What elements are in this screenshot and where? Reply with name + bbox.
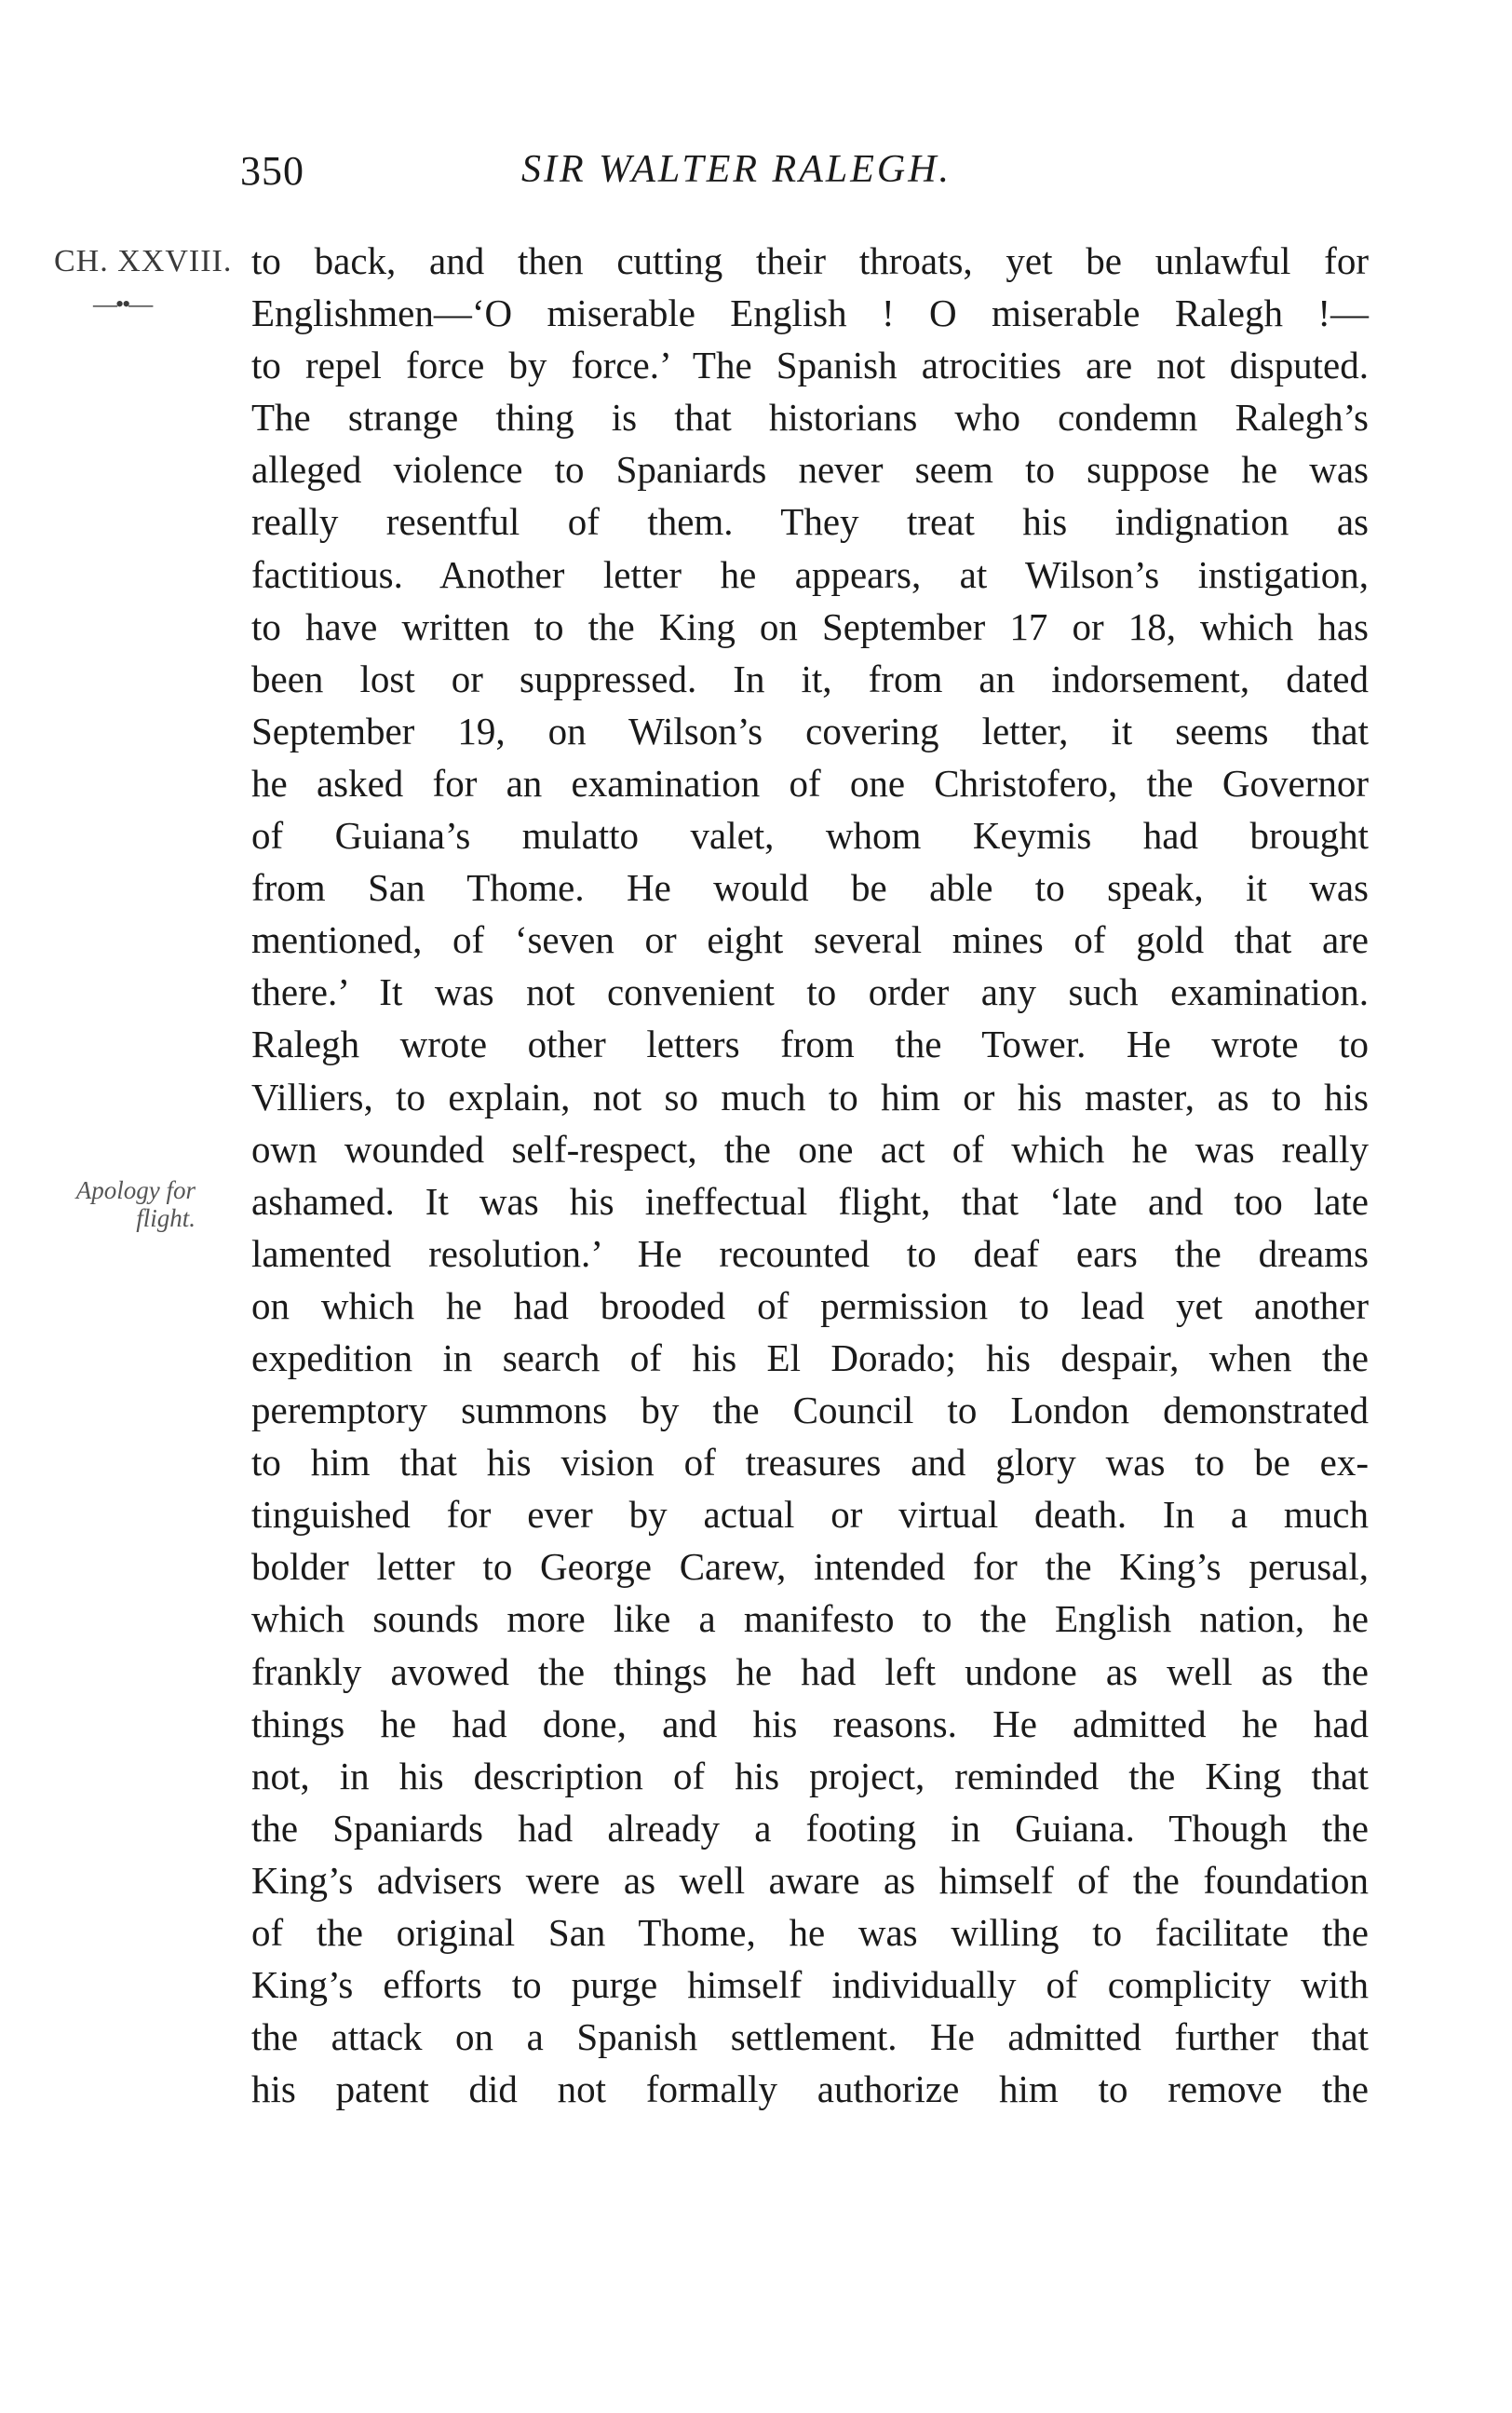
- text-line: to back, and then cutting their throats, yet be unlawful for: [251, 239, 1369, 282]
- text-line: September 19, on Wilson’s covering letter, it seems that: [251, 709, 1369, 752]
- text-line: been lost or suppressed. In it, from an indorsement, dated: [251, 657, 1369, 700]
- text-line: bolder letter to George Carew, intended for the King’s perusal,: [251, 1545, 1369, 1589]
- text-line: The strange thing is that historians who condemn Ralegh’s: [251, 396, 1369, 440]
- text-line: from San Thome. He would be able to speak, it was: [251, 866, 1369, 910]
- text-line: of Guiana’s mulatto valet, whom Keymis had brought: [251, 814, 1369, 858]
- text-line: Englishmen—‘O miserable English ! O miserable Ralegh !—: [251, 291, 1369, 335]
- text-line: his patent did not formally authorize him to remove the: [251, 2067, 1369, 2111]
- text-line: King’s efforts to purge himself individually of complicity with: [251, 1963, 1369, 2007]
- text-line: the Spaniards had already a footing in Guiana. Though the: [251, 1806, 1369, 1850]
- text-line: ashamed. It was his ineffectual flight, that ‘late and too late: [251, 1179, 1369, 1223]
- chapter-marker: CH. XXVIII.: [54, 244, 233, 278]
- text-line: to repel force by force.’ The Spanish atrocities are not disputed.: [251, 344, 1369, 387]
- text-line: really resentful of them. They treat his indignation as: [251, 500, 1369, 544]
- ornament-divider: —••—: [93, 291, 152, 318]
- marginal-note-line: flight.: [136, 1204, 196, 1232]
- text-line: factitious. Another letter he appears, at Wilson’s instigation,: [251, 552, 1369, 596]
- text-line: lamented resolution.’ He recounted to deaf ears the dreams: [251, 1231, 1369, 1275]
- text-line: alleged violence to Spaniards never seem to suppose he was: [251, 448, 1369, 492]
- text-line: peremptory summons by the Council to London demonstrated: [251, 1389, 1369, 1432]
- text-line: Villiers, to explain, not so much to him or his master, as to his: [251, 1075, 1369, 1118]
- text-line: things he had done, and his reasons. He admitted he had: [251, 1701, 1369, 1745]
- running-head: [0, 147, 1512, 203]
- marginal-note-line: Apology for: [75, 1176, 196, 1204]
- text-line: to him that his vision of treasures and glory was to be ex-: [251, 1441, 1369, 1484]
- text-line: own wounded self-respect, the one act of which he was really: [251, 1127, 1369, 1171]
- text-line: which sounds more like a manifesto to the English nation, he: [251, 1597, 1369, 1641]
- text-line: Ralegh wrote other letters from the Tower. He wrote to: [251, 1023, 1369, 1066]
- text-line: frankly avowed the things he had left undone as well as the: [251, 1649, 1369, 1693]
- text-line: King’s advisers were as well aware as himself of the foundation: [251, 1858, 1369, 1902]
- text-line: to have written to the King on September 17 or 18, which has: [251, 604, 1369, 648]
- marginal-note: [56, 1176, 196, 1232]
- text-line: not, in his description of his project, reminded the King that: [251, 1754, 1369, 1797]
- text-line: there.’ It was not convenient to order any such examination.: [251, 970, 1369, 1014]
- text-line: the attack on a Spanish settlement. He admitted further that: [251, 2015, 1369, 2059]
- body-text: [251, 235, 1369, 2115]
- text-line: tinguished for ever by actual or virtual death. In a much: [251, 1493, 1369, 1537]
- page-number: 350: [240, 148, 304, 194]
- text-line: on which he had brooded of permission to lead yet another: [251, 1283, 1369, 1327]
- text-line: of the original San Thome, he was willing to facilitate the: [251, 1911, 1369, 1954]
- text-line: he asked for an examination of one Christofero, the Governor: [251, 761, 1369, 805]
- running-title: SIR WALTER RALEGH.: [521, 148, 952, 191]
- text-line: mentioned, of ‘seven or eight several mines of gold that are: [251, 918, 1369, 962]
- text-line: expedition in search of his El Dorado; his despair, when the: [251, 1335, 1369, 1379]
